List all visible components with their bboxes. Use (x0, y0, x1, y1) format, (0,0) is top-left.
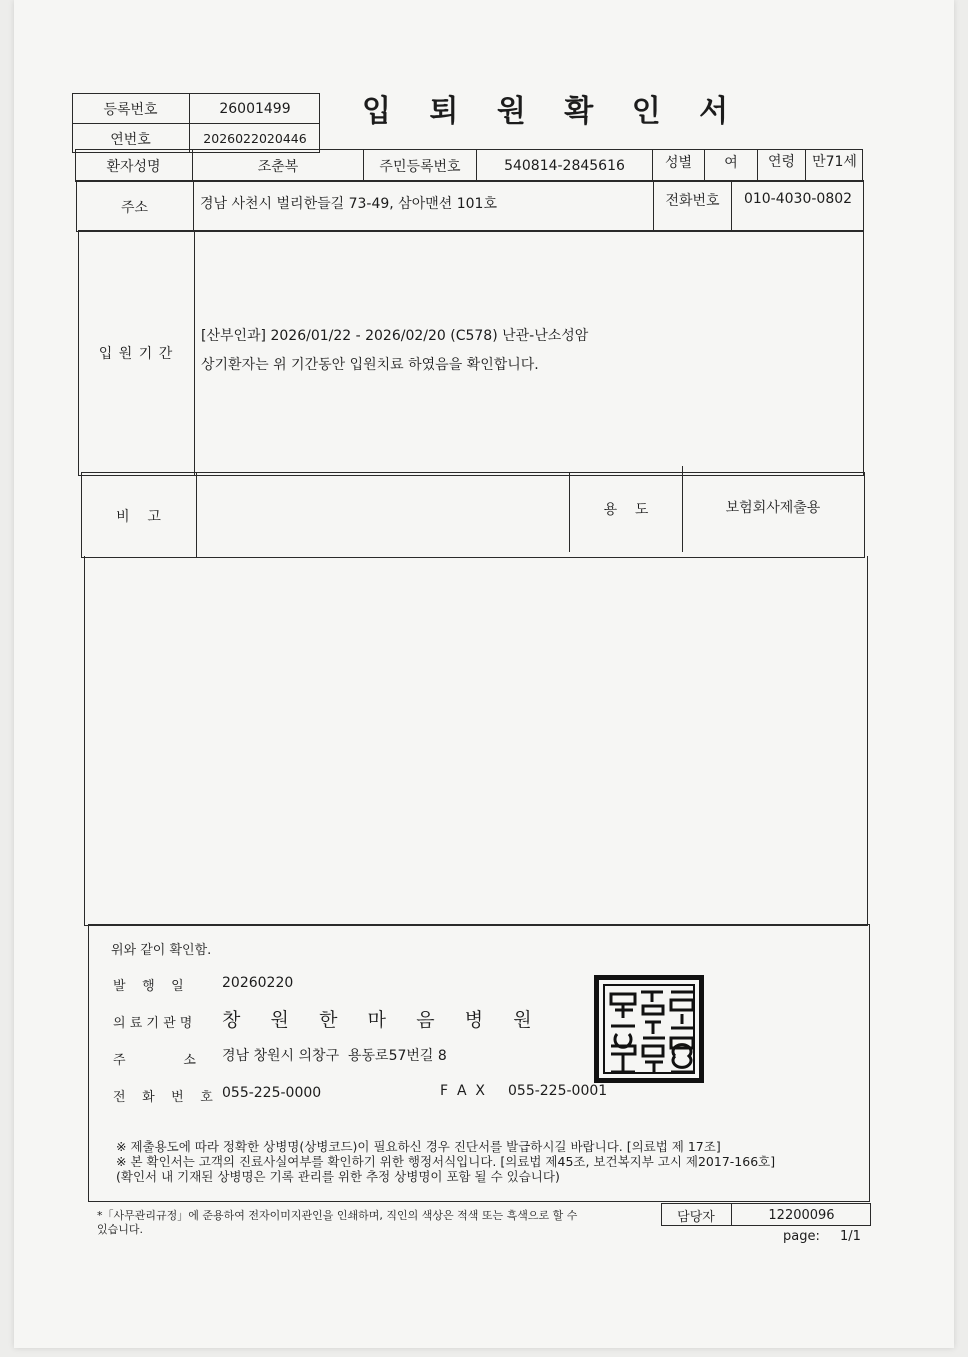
fax-label: F A X (440, 1083, 486, 1099)
stay-row (78, 230, 864, 476)
institution-label: 의 료 기 관 명 (113, 1016, 193, 1031)
footer-rule-line-1: *「사무관리규정」에 준용하여 전자이미지관인을 인쇄하며, 직인의 색상은 적색 또는 흑색으로 할 수 (97, 1209, 578, 1222)
phone-label: 전화번호 (665, 193, 720, 209)
sex-value: 여 (724, 155, 738, 171)
note-line-1: ※ 제출용도에 따라 정확한 상병명(상병코드)이 필요하신 경우 진단서를 발급하시길 바랍니다. [의료법 제 17조] (116, 1139, 721, 1154)
rrn-label: 주민등록번호 (379, 159, 461, 175)
note-line-2: ※ 본 확인서는 고객의 진료사실여부를 확인하기 위한 행정서식입니다. [의료법 제45조, 보건복지부 고시 제2017-166호] (116, 1154, 776, 1169)
age-label: 연령 (767, 154, 796, 170)
address-label: 주소 (120, 199, 149, 216)
reg-no-label: 등록번호 (103, 101, 158, 118)
serial-no-label: 연번호 (110, 131, 151, 148)
stay-label: 입 원 기 간 (98, 346, 174, 362)
age-value: 만71세 (812, 154, 857, 170)
issue-date-label: 발 행 일 (113, 979, 184, 994)
tel-label: 전 화 번 호 (113, 1090, 213, 1105)
sex-label: 성별 (664, 155, 693, 171)
purpose-value: 보험회사제출용 (725, 500, 821, 516)
blank-area (84, 556, 868, 926)
manager-label: 담당자 (677, 1209, 715, 1225)
document-title: 입 퇴 원 확 인 서 (362, 94, 743, 129)
issue-date-value: 20260220 (222, 975, 294, 991)
tel-value: 055-225-0000 (222, 1085, 322, 1101)
rrn-value: 540814-2845616 (504, 158, 625, 174)
issuer-address-value: 경남 창원시 의창구 용동로57번길 8 (222, 1048, 447, 1064)
phone-value: 010-4030-0802 (743, 191, 853, 207)
remarks-label: 비 고 (116, 509, 161, 525)
purpose-label: 용 도 (603, 502, 649, 518)
institution-name: 창 원 한 마 음 병 원 (222, 1009, 532, 1031)
fax-value: 055-225-0001 (508, 1083, 608, 1099)
reg-no-value: 26001499 (219, 100, 291, 117)
manager-id: 12200096 (768, 1207, 835, 1223)
confirm-text: 위와 같이 확인함. (111, 943, 212, 958)
issuer-address-label: 주 소 (113, 1053, 196, 1068)
patient-name-label: 환자성명 (106, 159, 161, 175)
hospital-seal-stamp (594, 975, 704, 1083)
address-value: 경남 사천시 벌리한들길 73-49, 삼아맨션 101호 (200, 196, 497, 212)
remarks-value (197, 473, 569, 557)
footer-rule-line-2: 있습니다. (97, 1223, 144, 1236)
seal-glyph-pattern-icon (605, 986, 699, 1078)
stay-line-1: [산부인과] 2026/01/22 - 2026/02/20 (C578) 난관-난소성암 (201, 328, 589, 344)
page-label: page: (783, 1229, 820, 1244)
stay-line-2: 상기환자는 위 기간동안 입원치료 하였음을 확인합니다. (201, 357, 539, 373)
note-line-3: (확인서 내 기재된 상병명은 기록 관리를 위한 추정 상병명이 포함 될 수 있습니다) (116, 1169, 560, 1184)
page-value: 1/1 (840, 1229, 861, 1244)
patient-name-value: 조춘복 (257, 159, 299, 175)
serial-no-value: 2026022020446 (203, 131, 307, 146)
